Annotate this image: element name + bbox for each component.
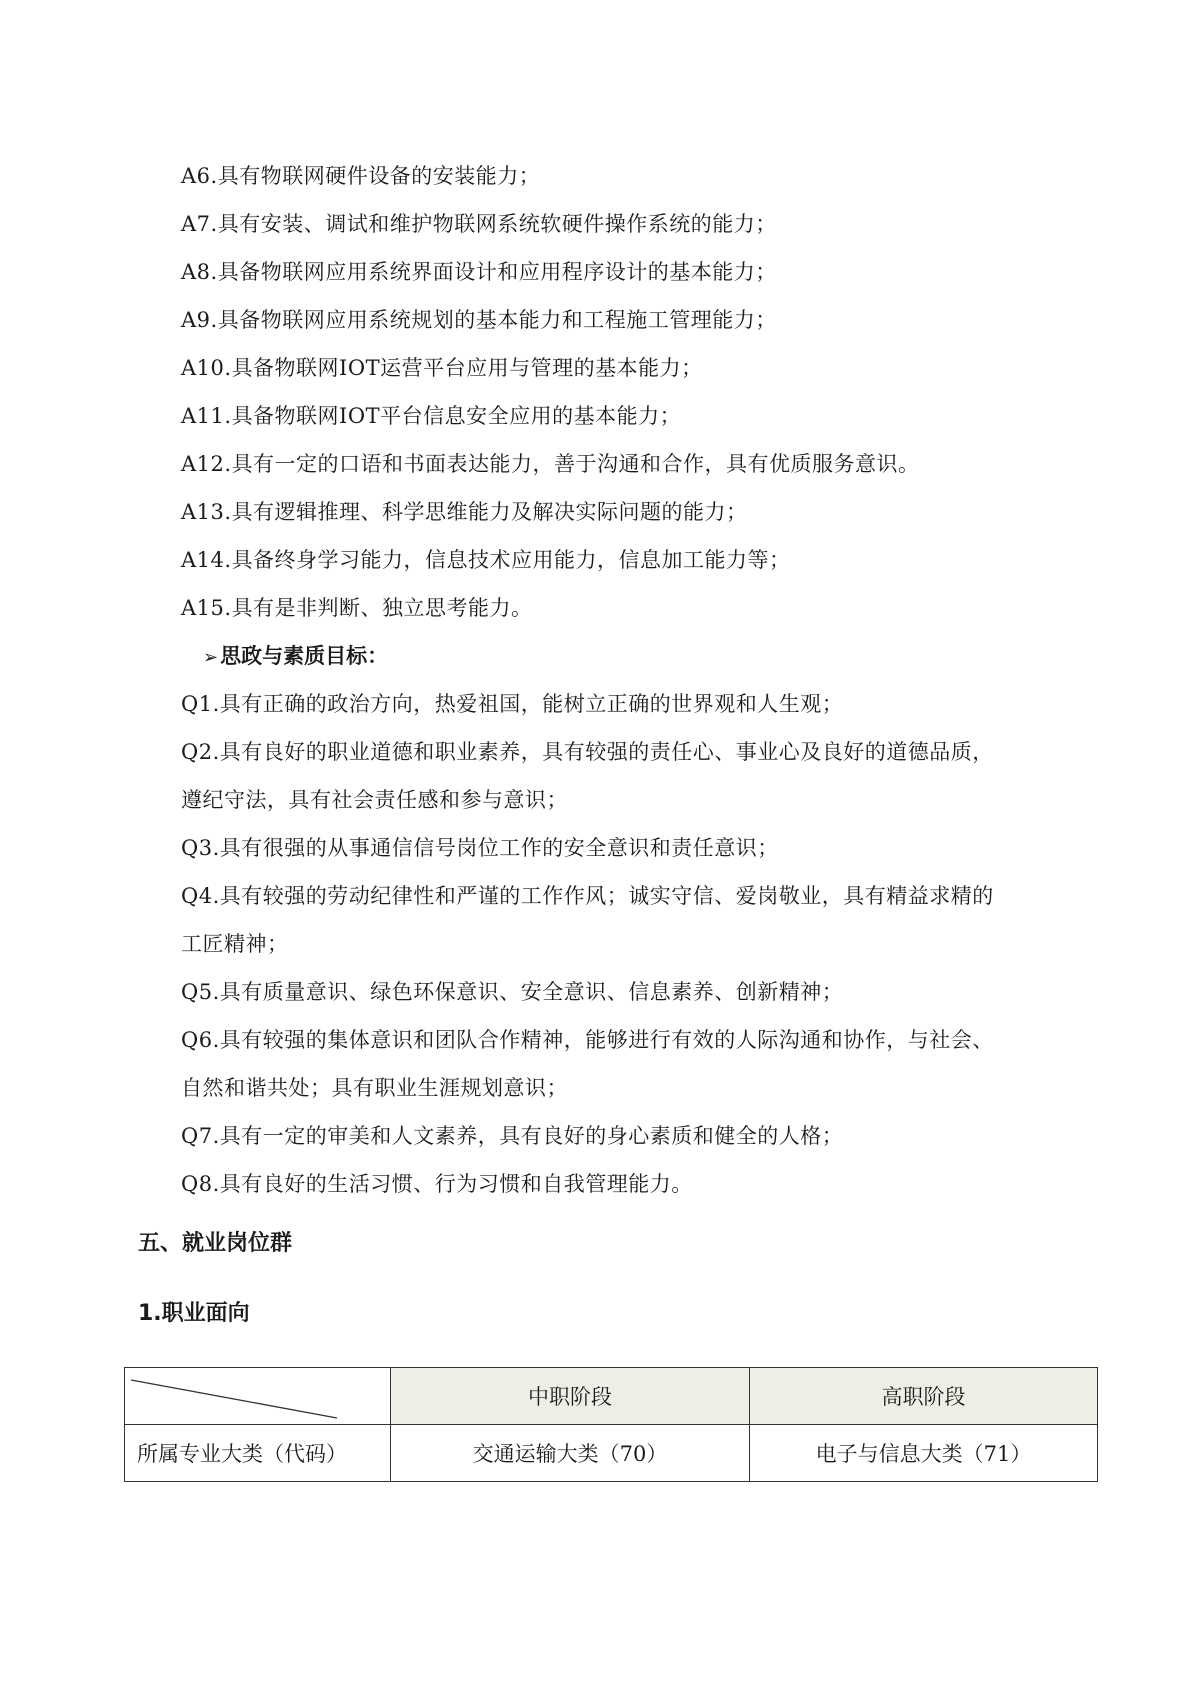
ability-item: A6.具有物联网硬件设备的安装能力；	[181, 164, 541, 188]
objectives-list	[181, 152, 1081, 1208]
section-title: 五、就业岗位群	[138, 1231, 293, 1256]
career-orientation-table	[124, 1367, 1098, 1482]
ability-item: A9.具备物联网应用系统规划的基本能力和工程施工管理能力；	[181, 308, 777, 332]
quality-item-line: 遵纪守法，具有社会责任感和参与意识；	[181, 788, 568, 812]
ability-item: A10.具备物联网IOT运营平台应用与管理的基本能力；	[181, 356, 703, 380]
header-cell-secondary-stage: 中职阶段	[391, 1368, 750, 1425]
ability-item: A13.具有逻辑推理、科学思维能力及解决实际问题的能力；	[181, 500, 748, 524]
quality-item	[181, 968, 1081, 1016]
table-cell: 交通运输大类（70）	[391, 1425, 750, 1482]
quality-item	[181, 1112, 1081, 1160]
ability-item: A14.具备终身学习能力，信息技术应用能力，信息加工能力等；	[181, 548, 791, 572]
quality-item-line: Q6.具有较强的集体意识和团队合作精神，能够进行有效的人际沟通和协作，与社会、	[181, 1028, 994, 1052]
quality-item-line: Q4.具有较强的劳动纪律性和严谨的工作作风；诚实守信、爱岗敬业，具有精益求精的	[181, 884, 994, 908]
table-header-row	[125, 1368, 1098, 1425]
quality-item-line: Q8.具有良好的生活习惯、行为习惯和自我管理能力。	[181, 1172, 693, 1196]
ability-item: A8.具备物联网应用系统界面设计和应用程序设计的基本能力；	[181, 260, 777, 284]
diagonal-line	[125, 1368, 390, 1424]
quality-item-line: 工匠精神；	[181, 932, 289, 956]
quality-item-line: 自然和谐共处；具有职业生涯规划意识；	[181, 1076, 568, 1100]
quality-item-line: Q1.具有正确的政治方向，热爱祖国，能树立正确的世界观和人生观；	[181, 692, 844, 716]
quality-heading-text: 思政与素质目标：	[220, 644, 389, 668]
quality-item-line: Q3.具有很强的从事通信信号岗位工作的安全意识和责任意识；	[181, 836, 779, 860]
quality-item-line: Q2.具有良好的职业道德和职业素养，具有较强的责任心、事业心及良好的道德品质，	[181, 740, 994, 764]
ability-item: A11.具备物联网IOT平台信息安全应用的基本能力；	[181, 404, 682, 428]
diagonal-header-cell	[125, 1368, 391, 1425]
ability-item: A15.具有是非判断、独立思考能力。	[181, 596, 533, 620]
quality-item	[181, 1160, 1081, 1208]
quality-heading	[181, 632, 1081, 680]
quality-item	[181, 824, 1081, 872]
arrow-bullet-icon: ➢	[203, 647, 219, 668]
table-cell: 电子与信息大类（71）	[750, 1425, 1098, 1482]
row-label-cell: 所属专业大类（代码）	[125, 1425, 391, 1482]
subsection-title: 1.职业面向	[138, 1301, 250, 1326]
table-row	[125, 1425, 1098, 1482]
header-cell-higher-stage: 高职阶段	[750, 1368, 1098, 1425]
ability-item: A12.具有一定的口语和书面表达能力，善于沟通和合作，具有优质服务意识。	[181, 452, 920, 476]
quality-item	[181, 872, 1081, 968]
quality-item	[181, 1016, 1081, 1112]
quality-item-line: Q7.具有一定的审美和人文素养，具有良好的身心素质和健全的人格；	[181, 1124, 844, 1148]
quality-item	[181, 680, 1081, 728]
quality-item	[181, 728, 1081, 824]
quality-item-line: Q5.具有质量意识、绿色环保意识、安全意识、信息素养、创新精神；	[181, 980, 844, 1004]
ability-item: A7.具有安装、调试和维护物联网系统软硬件操作系统的能力；	[181, 212, 777, 236]
